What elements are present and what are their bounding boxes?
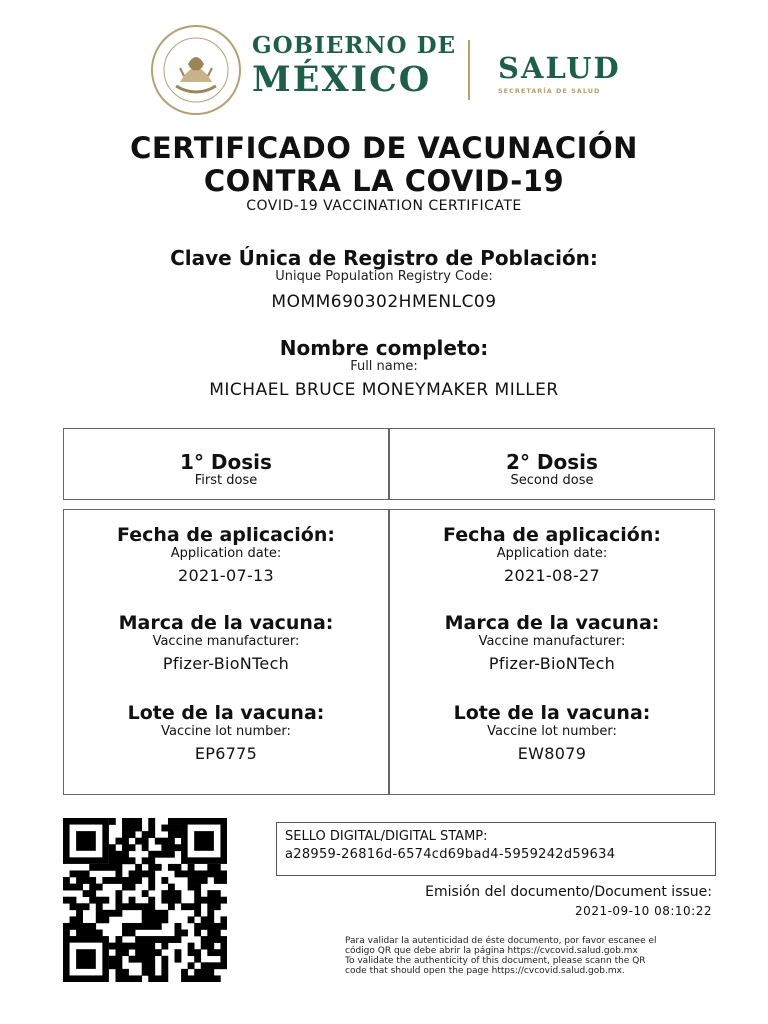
first-dose-details <box>63 509 389 795</box>
header <box>150 24 650 116</box>
date-sublabel: Application date: <box>170 546 282 561</box>
gov-line2: MÉXICO <box>252 59 432 100</box>
first-dose-header <box>63 428 389 500</box>
qr-code-icon[interactable] <box>63 818 227 982</box>
dose-subtitle: Second dose <box>510 473 594 488</box>
stamp-label: SELLO DIGITAL/DIGITAL STAMP: <box>285 829 488 844</box>
dose-title: 1° Dosis <box>180 450 272 474</box>
dose-title: 2° Dosis <box>506 450 598 474</box>
note-line: Para validar la autenticidad de éste documento, por favor escanee el <box>345 936 657 946</box>
lot-block <box>390 702 714 769</box>
second-dose-header <box>389 428 715 500</box>
government-wordmark <box>252 32 456 100</box>
gov-line1: GOBIERNO DE <box>252 32 457 59</box>
date-label: Fecha de aplicación: <box>117 524 335 546</box>
curp-label: Clave Única de Registro de Población: <box>170 246 598 270</box>
curp-sublabel: Unique Population Registry Code: <box>275 269 493 284</box>
brand-label: Marca de la vacuna: <box>118 612 334 634</box>
coat-of-arms-icon <box>150 24 242 116</box>
issue-label: Emisión del documento/Document issue: <box>425 884 712 900</box>
fullname-label: Nombre completo: <box>279 336 489 360</box>
application-date-block <box>390 524 714 591</box>
lot-sublabel: Vaccine lot number: <box>487 724 617 739</box>
lot-value: EW8079 <box>517 744 587 763</box>
brand-sublabel: Vaccine manufacturer: <box>152 634 300 649</box>
lot-label: Lote de la vacuna: <box>453 702 651 724</box>
application-date-block <box>64 524 388 591</box>
date-label: Fecha de aplicación: <box>443 524 661 546</box>
fullname-value: MICHAEL BRUCE MONEYMAKER MILLER <box>209 380 559 400</box>
digital-stamp-box <box>276 822 716 876</box>
title-line2: CONTRA LA COVID-19 <box>203 164 565 198</box>
note-line: To validate the authenticity of this document, please scann the QR <box>345 956 646 966</box>
date-value: 2021-07-13 <box>178 566 274 585</box>
qr-finder-pattern <box>181 818 227 864</box>
title-line1: CERTIFICADO DE VACUNACIÓN <box>130 131 638 165</box>
date-sublabel: Application date: <box>496 546 608 561</box>
dose-subtitle: First dose <box>194 473 258 488</box>
lot-value: EP6775 <box>194 744 258 763</box>
curp-value: MOMM690302HMENLC09 <box>271 292 497 312</box>
qr-finder-pattern <box>63 818 109 864</box>
manufacturer-block <box>64 612 388 679</box>
lot-label: Lote de la vacuna: <box>127 702 325 724</box>
fullname-sublabel: Full name: <box>350 359 418 374</box>
brand-value: Pfizer-BioNTech <box>488 654 616 673</box>
note-line: código QR que debe abrir la página https://cvcovid.salud.gob.mx <box>345 946 638 956</box>
note-line: code that should open the page https://cvcovid.salud.gob.mx. <box>345 966 625 976</box>
header-divider <box>468 40 470 100</box>
brand-value: Pfizer-BioNTech <box>162 654 290 673</box>
ministry-subtitle: SECRETARÍA DE SALUD <box>498 87 601 95</box>
lot-block <box>64 702 388 769</box>
second-dose-details <box>389 509 715 795</box>
manufacturer-block <box>390 612 714 679</box>
ministry-wordmark <box>498 52 621 95</box>
lot-sublabel: Vaccine lot number: <box>161 724 291 739</box>
page-title <box>0 132 768 198</box>
ministry-name: SALUD <box>498 51 621 85</box>
validation-note <box>345 936 715 976</box>
brand-label: Marca de la vacuna: <box>444 612 660 634</box>
title-english: COVID-19 VACCINATION CERTIFICATE <box>246 198 522 214</box>
brand-sublabel: Vaccine manufacturer: <box>478 634 626 649</box>
issue-datetime: 2021-09-10 08:10:22 <box>575 904 712 918</box>
date-value: 2021-08-27 <box>504 566 600 585</box>
stamp-value: a28959-26816d-6574cd69bad4-5959242d59634 <box>285 847 616 862</box>
qr-finder-pattern <box>63 936 109 982</box>
